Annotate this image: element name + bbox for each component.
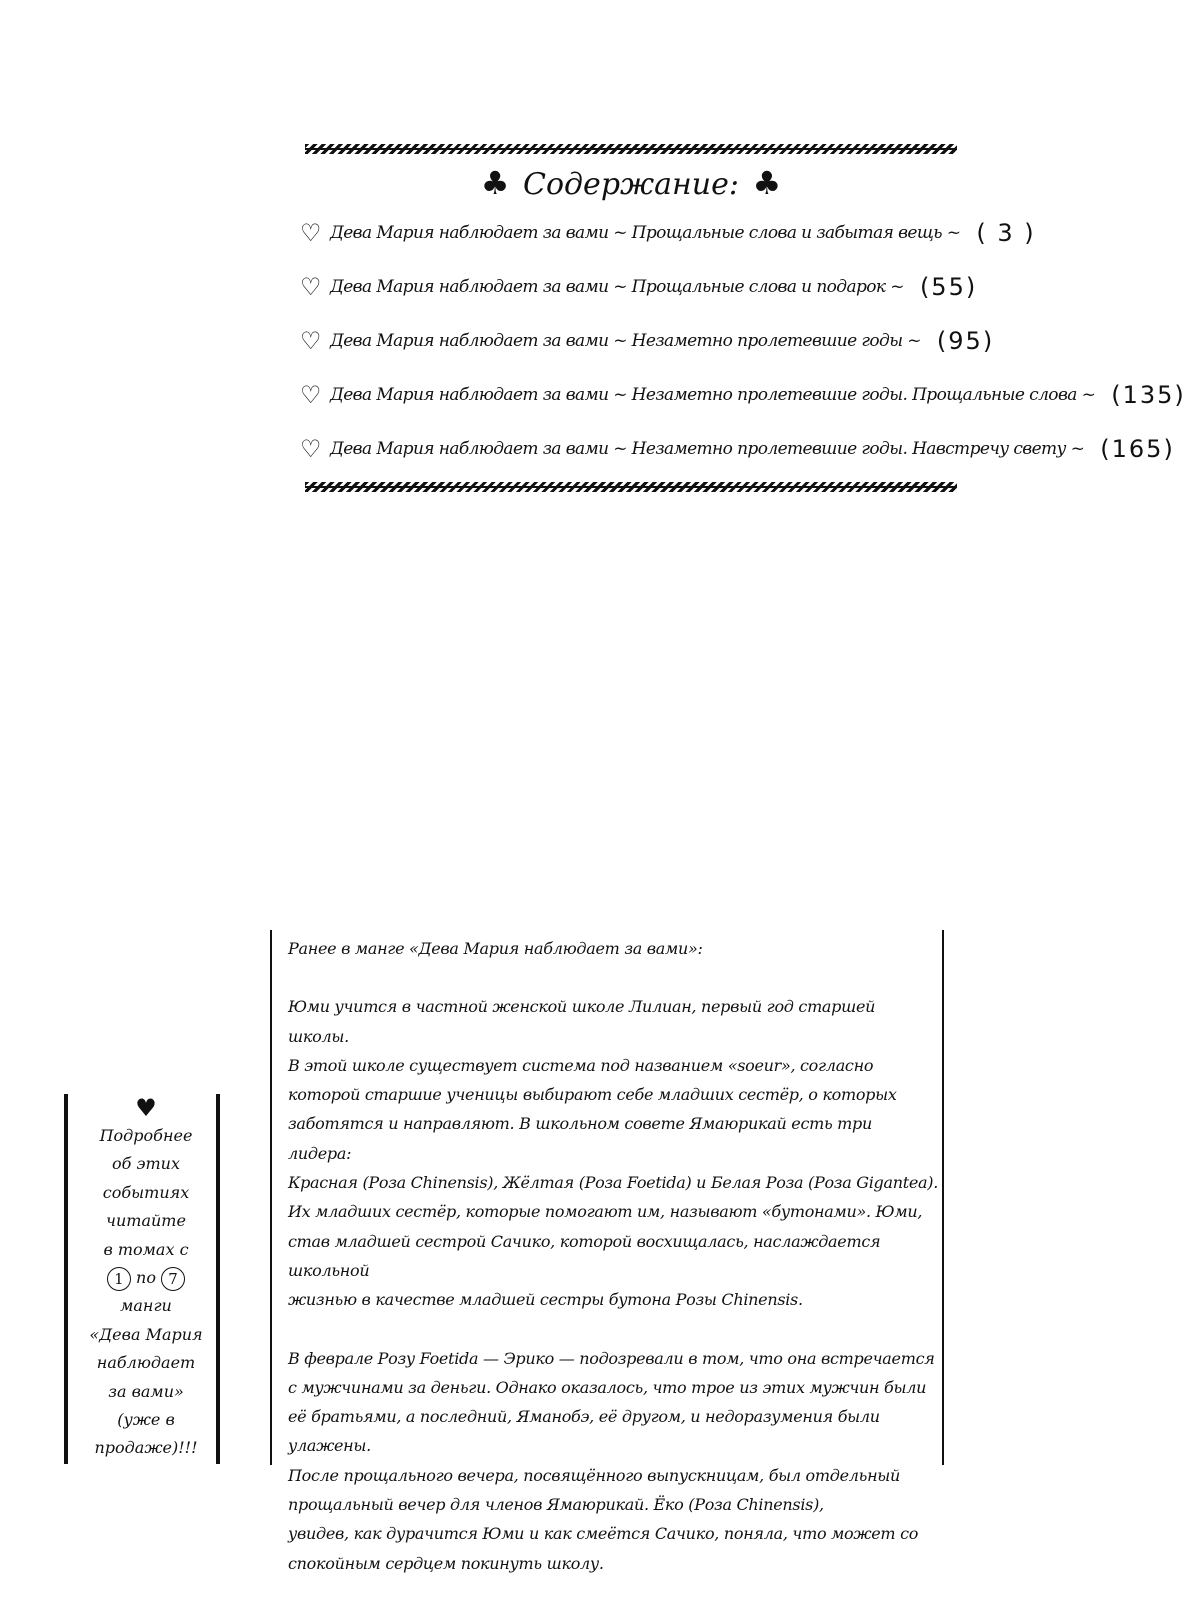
toc-top-border: [305, 144, 957, 154]
recap-line: став младшей сестрой Сачико, которой восхищалась, наслаждается школьной: [288, 1231, 881, 1280]
toc-entry: [300, 260, 978, 314]
sidebar-line: читайте: [106, 1211, 186, 1231]
recap-line: с мужчинами за деньги. Однако оказалось, что трое из этих мужчин были: [288, 1377, 927, 1397]
toc-entry-page: (55): [919, 273, 978, 301]
volume-from-badge: 1: [107, 1267, 131, 1291]
sidebar-line: событиях: [102, 1182, 190, 1202]
recap-right-rule: [942, 930, 944, 1465]
heart-outline-icon: ♡: [300, 219, 321, 247]
sidebar-line: наблюдает: [96, 1353, 196, 1373]
sidebar-line: «Дева Мария: [89, 1324, 203, 1344]
sidebar-line: за вами»: [108, 1381, 184, 1401]
volume-range: [86, 1264, 206, 1292]
volume-to-badge: 7: [161, 1267, 185, 1291]
toc-entry-title: Дева Мария наблюдает за вами ~ Прощальные слова и забытая вещь ~: [330, 223, 961, 243]
toc-heading: [305, 164, 957, 202]
heart-outline-icon: ♡: [300, 435, 321, 463]
toc-heading-text: Содержание:: [523, 167, 739, 202]
recap-line: Красная (Роза Chinensis), Жёлтая (Роза Foetida) и Белая Роза (Роза Gigantea).: [288, 1173, 938, 1193]
recap-line: Юми учится в частной женской школе Лилиан, первый год старшей школы.: [288, 997, 876, 1046]
toc-entry-page: (135): [1111, 381, 1186, 409]
toc-entry-page: ( 3 ): [976, 219, 1036, 247]
sidebar-line: в томах с: [103, 1239, 189, 1259]
recap-line: которой старшие ученицы выбирают себе младших сестёр, о которых: [288, 1085, 897, 1105]
toc-entry-page: (165): [1100, 435, 1175, 463]
toc-entry-title: Дева Мария наблюдает за вами ~ Незаметно пролетевшие годы. Прощальные слова ~: [330, 385, 1096, 405]
recap-heading: Ранее в манге «Дева Мария наблюдает за вами»:: [288, 939, 703, 958]
sidebar-line: (уже в: [117, 1410, 175, 1430]
sidebar-right-rule: [216, 1094, 220, 1464]
toc-bottom-border: [305, 482, 957, 492]
sidebar-line: об этих: [112, 1154, 180, 1174]
toc-entry-title: Дева Мария наблюдает за вами ~ Прощальные слова и подарок ~: [330, 277, 904, 297]
toc-entry: [300, 422, 1175, 476]
toc-entry: [300, 206, 1036, 260]
sidebar-left-rule: [64, 1094, 68, 1464]
sidebar-line: Подробнее: [99, 1126, 193, 1145]
heart-outline-icon: ♡: [300, 381, 321, 409]
toc-entry-page: (95): [936, 327, 995, 355]
toc-entry-title: Дева Мария наблюдает за вами ~ Незаметно пролетевшие годы ~: [330, 331, 921, 351]
toc-entry-title: Дева Мария наблюдает за вами ~ Незаметно пролетевшие годы. Навстречу свету ~: [330, 439, 1085, 459]
recap-line: Их младших сестёр, которые помогают им, называют «бутонами». Юми,: [288, 1202, 923, 1222]
club-icon: ♣: [752, 164, 782, 202]
toc-entry: [300, 368, 1186, 422]
sidebar-line: продаже)!!!: [94, 1438, 198, 1458]
sidebar-line: манги: [120, 1296, 172, 1316]
recap-line: В феврале Розу Foetida — Эрико — подозревали в том, что она встречается: [288, 1348, 935, 1368]
recap-line: заботятся и направляют. В школьном совете Ямаюрикай есть три лидера:: [288, 1114, 872, 1163]
club-icon: ♣: [480, 164, 510, 202]
recap-line: жизнью в качестве младшей сестры бутона Розы Chinensis.: [288, 1290, 803, 1310]
recap-left-rule: [270, 930, 272, 1465]
toc-list: [300, 206, 1186, 476]
recap-text: [288, 934, 938, 1578]
heart-outline-icon: ♡: [300, 273, 321, 301]
recap-line: увидев, как дурачится Юми и как смеётся Сачико, поняла, что может со: [288, 1524, 919, 1544]
heart-outline-icon: ♡: [300, 327, 321, 355]
toc-entry: [300, 314, 995, 368]
heart-filled-icon: ♥: [135, 1094, 157, 1122]
recap-line: спокойным сердцем покинуть школу.: [288, 1553, 604, 1573]
volume-range-word: по: [136, 1268, 156, 1288]
recap-line: После прощального вечера, посвящённого выпускницам, был отдельный: [288, 1465, 901, 1485]
recap-line: прощальный вечер для членов Ямаюрикай. Ёко (Роза Chinensis),: [288, 1495, 824, 1515]
recap-line: её братьями, а последний, Яманобэ, её другом, и недоразумения были улажены.: [288, 1407, 880, 1456]
sidebar-note: [86, 1094, 206, 1463]
recap-line: В этой школе существует система под названием «soeur», согласно: [288, 1055, 874, 1075]
